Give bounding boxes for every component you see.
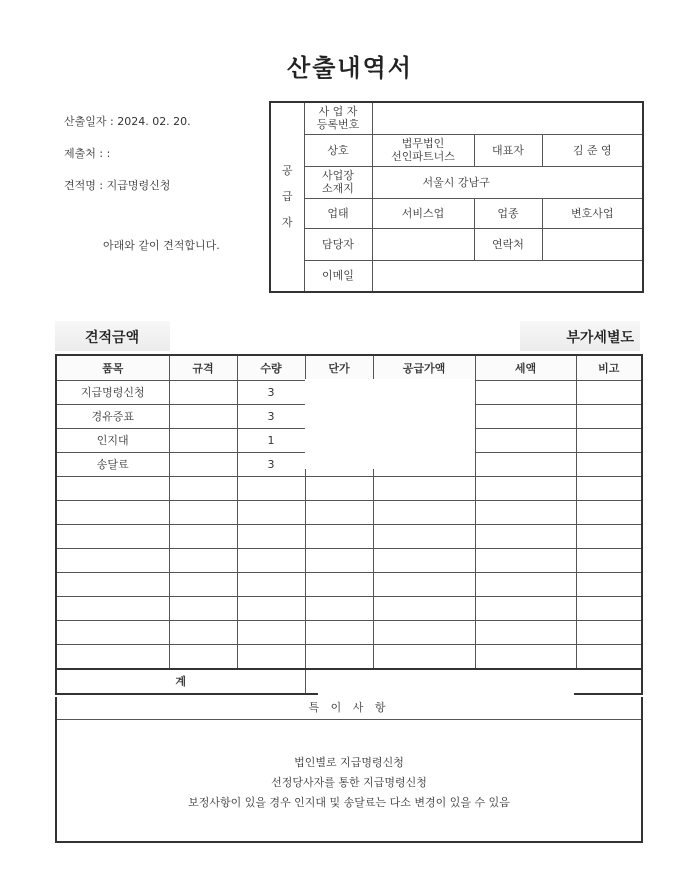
email-value <box>372 260 643 292</box>
header-qty: 수량 <box>237 355 305 381</box>
total-label: 계 <box>56 669 305 694</box>
item-name: 지급명령신청 <box>56 381 169 405</box>
intro-text: 아래와 같이 견적합니다. <box>103 239 220 252</box>
recipient: 제출처 : : <box>64 147 111 160</box>
table-row <box>56 549 642 573</box>
business-type-value: 서비스업 <box>372 198 474 228</box>
reg-number-label: 사 업 자 등록번호 <box>304 102 372 134</box>
reg-number-value <box>372 102 643 134</box>
manager-value <box>372 228 474 260</box>
document-title: 산출내역서 <box>287 54 413 82</box>
remarks-heading: 특 이 사 항 <box>57 697 641 720</box>
estimate-name: 견적명 : 지급명령신청 <box>64 179 171 192</box>
redacted-total <box>318 675 574 697</box>
table-row <box>56 501 642 525</box>
email-label: 이메일 <box>304 260 372 292</box>
redacted-prices <box>305 379 475 469</box>
business-item-label: 업종 <box>474 198 542 228</box>
supplier-side-label <box>270 102 304 292</box>
item-name: 송달료 <box>56 453 169 477</box>
ceo-value: 김 준 영 <box>542 134 643 166</box>
company-label: 상호 <box>304 134 372 166</box>
address-value: 서울시 강남구 <box>372 166 643 198</box>
table-row <box>56 597 642 621</box>
item-name: 경유증표 <box>56 405 169 429</box>
contact-label: 연락처 <box>474 228 542 260</box>
contact-value <box>542 228 643 260</box>
header-spec: 규격 <box>169 355 237 381</box>
remarks-line: 법인별로 지급명령신청 <box>294 756 404 769</box>
table-row <box>56 621 642 645</box>
issue-date: 산출일자 : 2024. 02. 20. <box>64 115 191 128</box>
vat-excluded-label: 부가세별도 <box>566 330 634 346</box>
item-qty: 3 <box>237 453 305 477</box>
business-item-value: 변호사업 <box>542 198 643 228</box>
header-unit-price: 단가 <box>305 355 373 381</box>
remarks-box <box>55 697 643 843</box>
amount-value-area <box>170 321 520 351</box>
side-label-char: 공 <box>281 164 293 177</box>
header-supply-amount: 공급가액 <box>373 355 475 381</box>
item-name: 인지대 <box>56 429 169 453</box>
address-label: 사업장 소재지 <box>304 166 372 198</box>
table-row <box>56 645 642 670</box>
manager-label: 담당자 <box>304 228 372 260</box>
estimate-amount-label: 견적금액 <box>85 330 140 346</box>
remarks-line: 선정당사자를 통한 지급명령신청 <box>271 776 427 789</box>
business-type-label: 업태 <box>304 198 372 228</box>
item-qty: 3 <box>237 405 305 429</box>
header-item: 품목 <box>56 355 169 381</box>
remarks-line: 보정사항이 있을 경우 인지대 및 송달료는 다소 변경이 있을 수 있음 <box>188 796 510 809</box>
item-qty: 3 <box>237 381 305 405</box>
company-value: 법무법인 선인파트너스 <box>372 134 474 166</box>
supplier-table <box>269 101 644 293</box>
header-tax: 세액 <box>475 355 576 381</box>
side-label-char: 자 <box>281 216 293 229</box>
table-row <box>56 525 642 549</box>
side-label-char: 급 <box>281 190 293 203</box>
table-row <box>56 477 642 501</box>
remarks-text <box>57 753 641 813</box>
header-note: 비고 <box>576 355 642 381</box>
table-row <box>56 573 642 597</box>
ceo-label: 대표자 <box>474 134 542 166</box>
item-qty: 1 <box>237 429 305 453</box>
